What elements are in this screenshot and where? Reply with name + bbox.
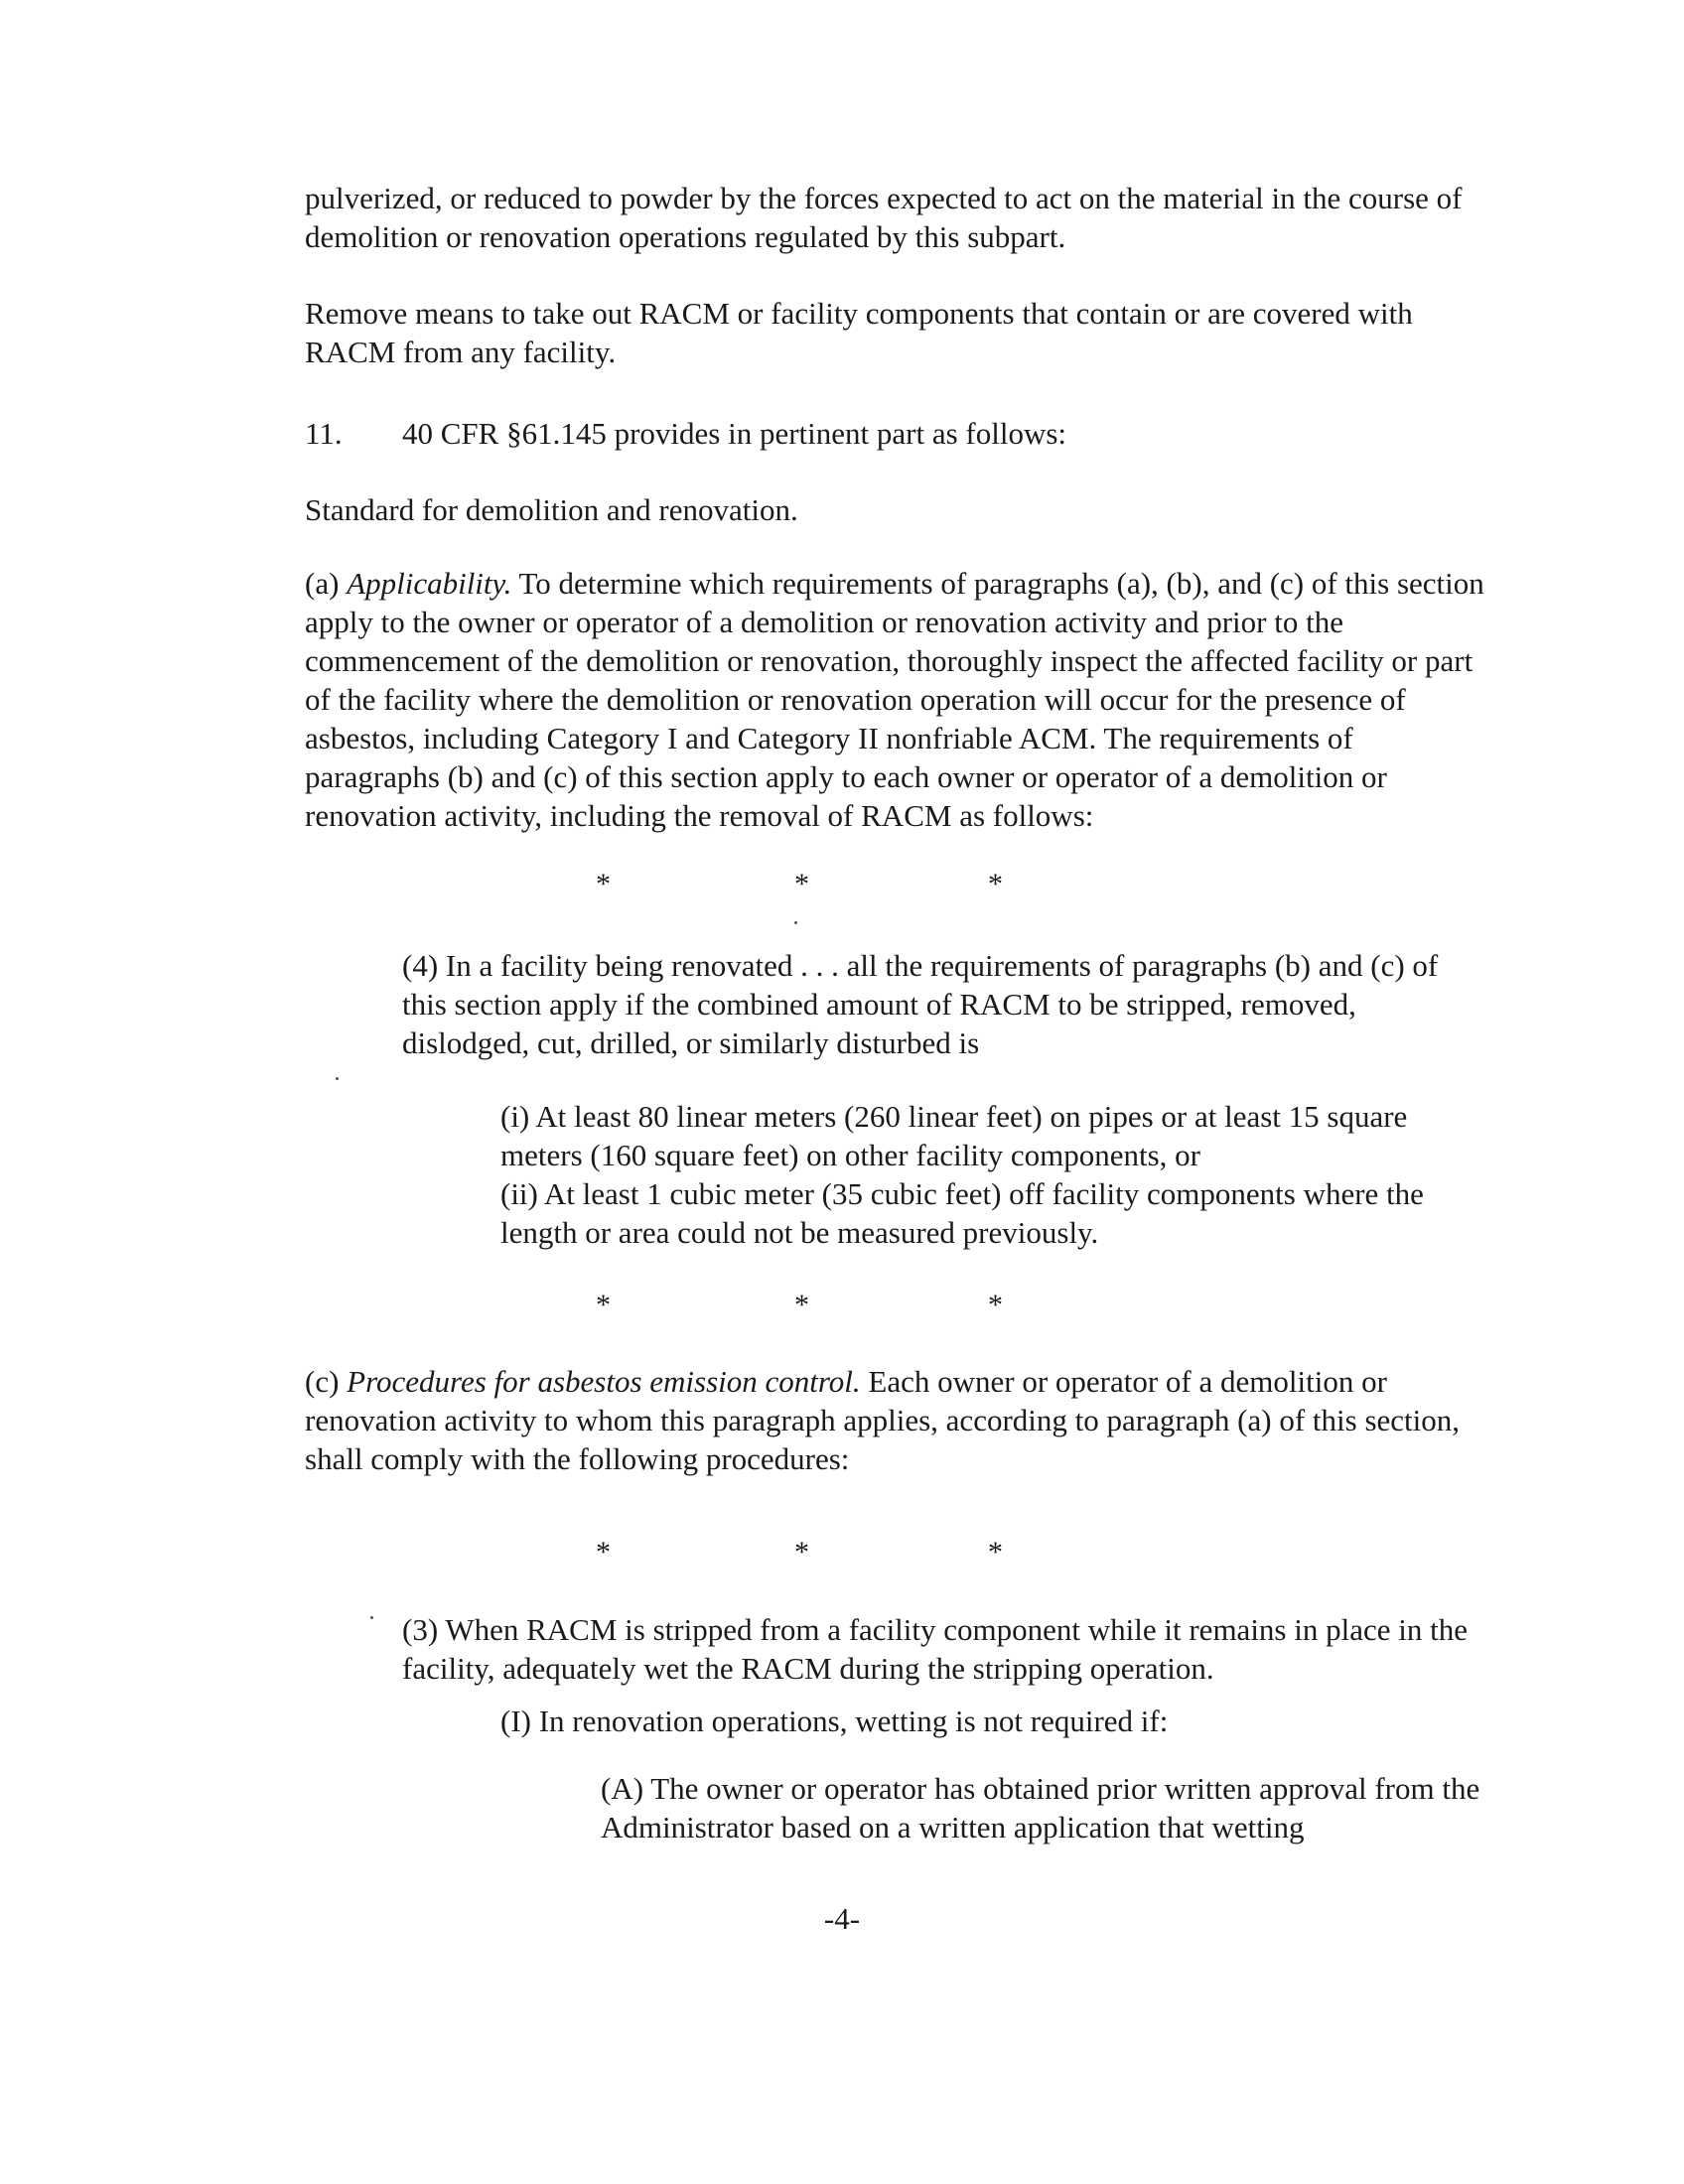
paragraph-c3: (3) When RACM is stripped from a facility component while it remains in place in the facility, adequately wet the RACM during the stripping operation. (402, 1612, 1468, 1686)
paragraph-a4-i: (i) At least 80 linear meters (260 linear feet) on pipes or at least 15 square meters (160 square feet) on other facility components, or (500, 1099, 1408, 1172)
section-break-star: * (596, 868, 611, 900)
section-break-star: * (794, 1536, 809, 1569)
page-number: -4- (823, 1901, 861, 1936)
standard-title: Standard for demolition and renovation. (305, 492, 798, 527)
scan-speck (794, 921, 797, 924)
paragraph-a (305, 564, 1486, 835)
paragraph-c-label: (c) (305, 1364, 340, 1399)
section-break-star: * (988, 1536, 1003, 1569)
section-break-star: * (794, 1289, 809, 1321)
section-break (556, 1535, 1052, 1570)
paragraph-c3-I-A: (A) The owner or operator has obtained prior written approval from the Administrator based on a written application that wetting (601, 1771, 1480, 1844)
section-break (556, 867, 1052, 902)
paragraph-c (305, 1362, 1486, 1478)
scan-speck (370, 1616, 373, 1619)
paragraph-a4-ii: (ii) At least 1 cubic meter (35 cubic feet) off facility components where the length or area could not be measured previously. (500, 1176, 1424, 1250)
section-break-star: * (794, 868, 809, 900)
item-11 (305, 414, 1486, 453)
continued-paragraph: pulverized, or reduced to powder by the forces expected to act on the material in the course of demolition or renovation operations regulated by this subpart. (305, 181, 1463, 254)
remove-definition: Remove means to take out RACM or facility components that contain or are covered with RACM from any facility. (305, 296, 1413, 369)
item-11-number: 11. (305, 416, 343, 451)
paragraph-a4: (4) In a facility being renovated . . . all the requirements of paragraphs (b) and (c) of this section apply if the combined amount of RACM to be stripped, removed, dislodged, cut, drilled, or similarly disturbed is (402, 948, 1439, 1060)
paragraph-c-text: Each owner or operator of a demolition or renovation activity to whom this paragraph applies, according to paragraph (a) of this section, shall comply with the following procedures: (305, 1364, 1460, 1476)
section-break (556, 1288, 1052, 1323)
paragraph-c-heading: Procedures for asbestos emission control. (347, 1364, 861, 1399)
section-break-star: * (988, 1289, 1003, 1321)
paragraph-a-heading: Applicability. (347, 566, 512, 601)
section-break-star: * (596, 1536, 611, 1569)
paragraph-a-text: To determine which requirements of paragraphs (a), (b), and (c) of this section apply to the owner or operator of a demolition or renovation activity and prior to the commencement of the demolition or renovation, thoroughly inspect the affected facility or part of the facility where the demolition or renovation operation will occur for the presence of asbestos, including Category I and Category II nonfriable ACM. The requirements of paragraphs (b) and (c) of this section apply to each owner or operator of a demolition or renovation activity, including the removal of RACM as follows: (305, 566, 1484, 833)
scan-speck (336, 1077, 339, 1080)
section-break-star: * (988, 868, 1003, 900)
paragraph-a-label: (a) (305, 566, 340, 601)
paragraph-c3-I: (I) In renovation operations, wetting is not required if: (500, 1704, 1169, 1738)
item-11-text: 40 CFR §61.145 provides in pertinent part as follows: (402, 416, 1067, 451)
section-break-star: * (596, 1289, 611, 1321)
